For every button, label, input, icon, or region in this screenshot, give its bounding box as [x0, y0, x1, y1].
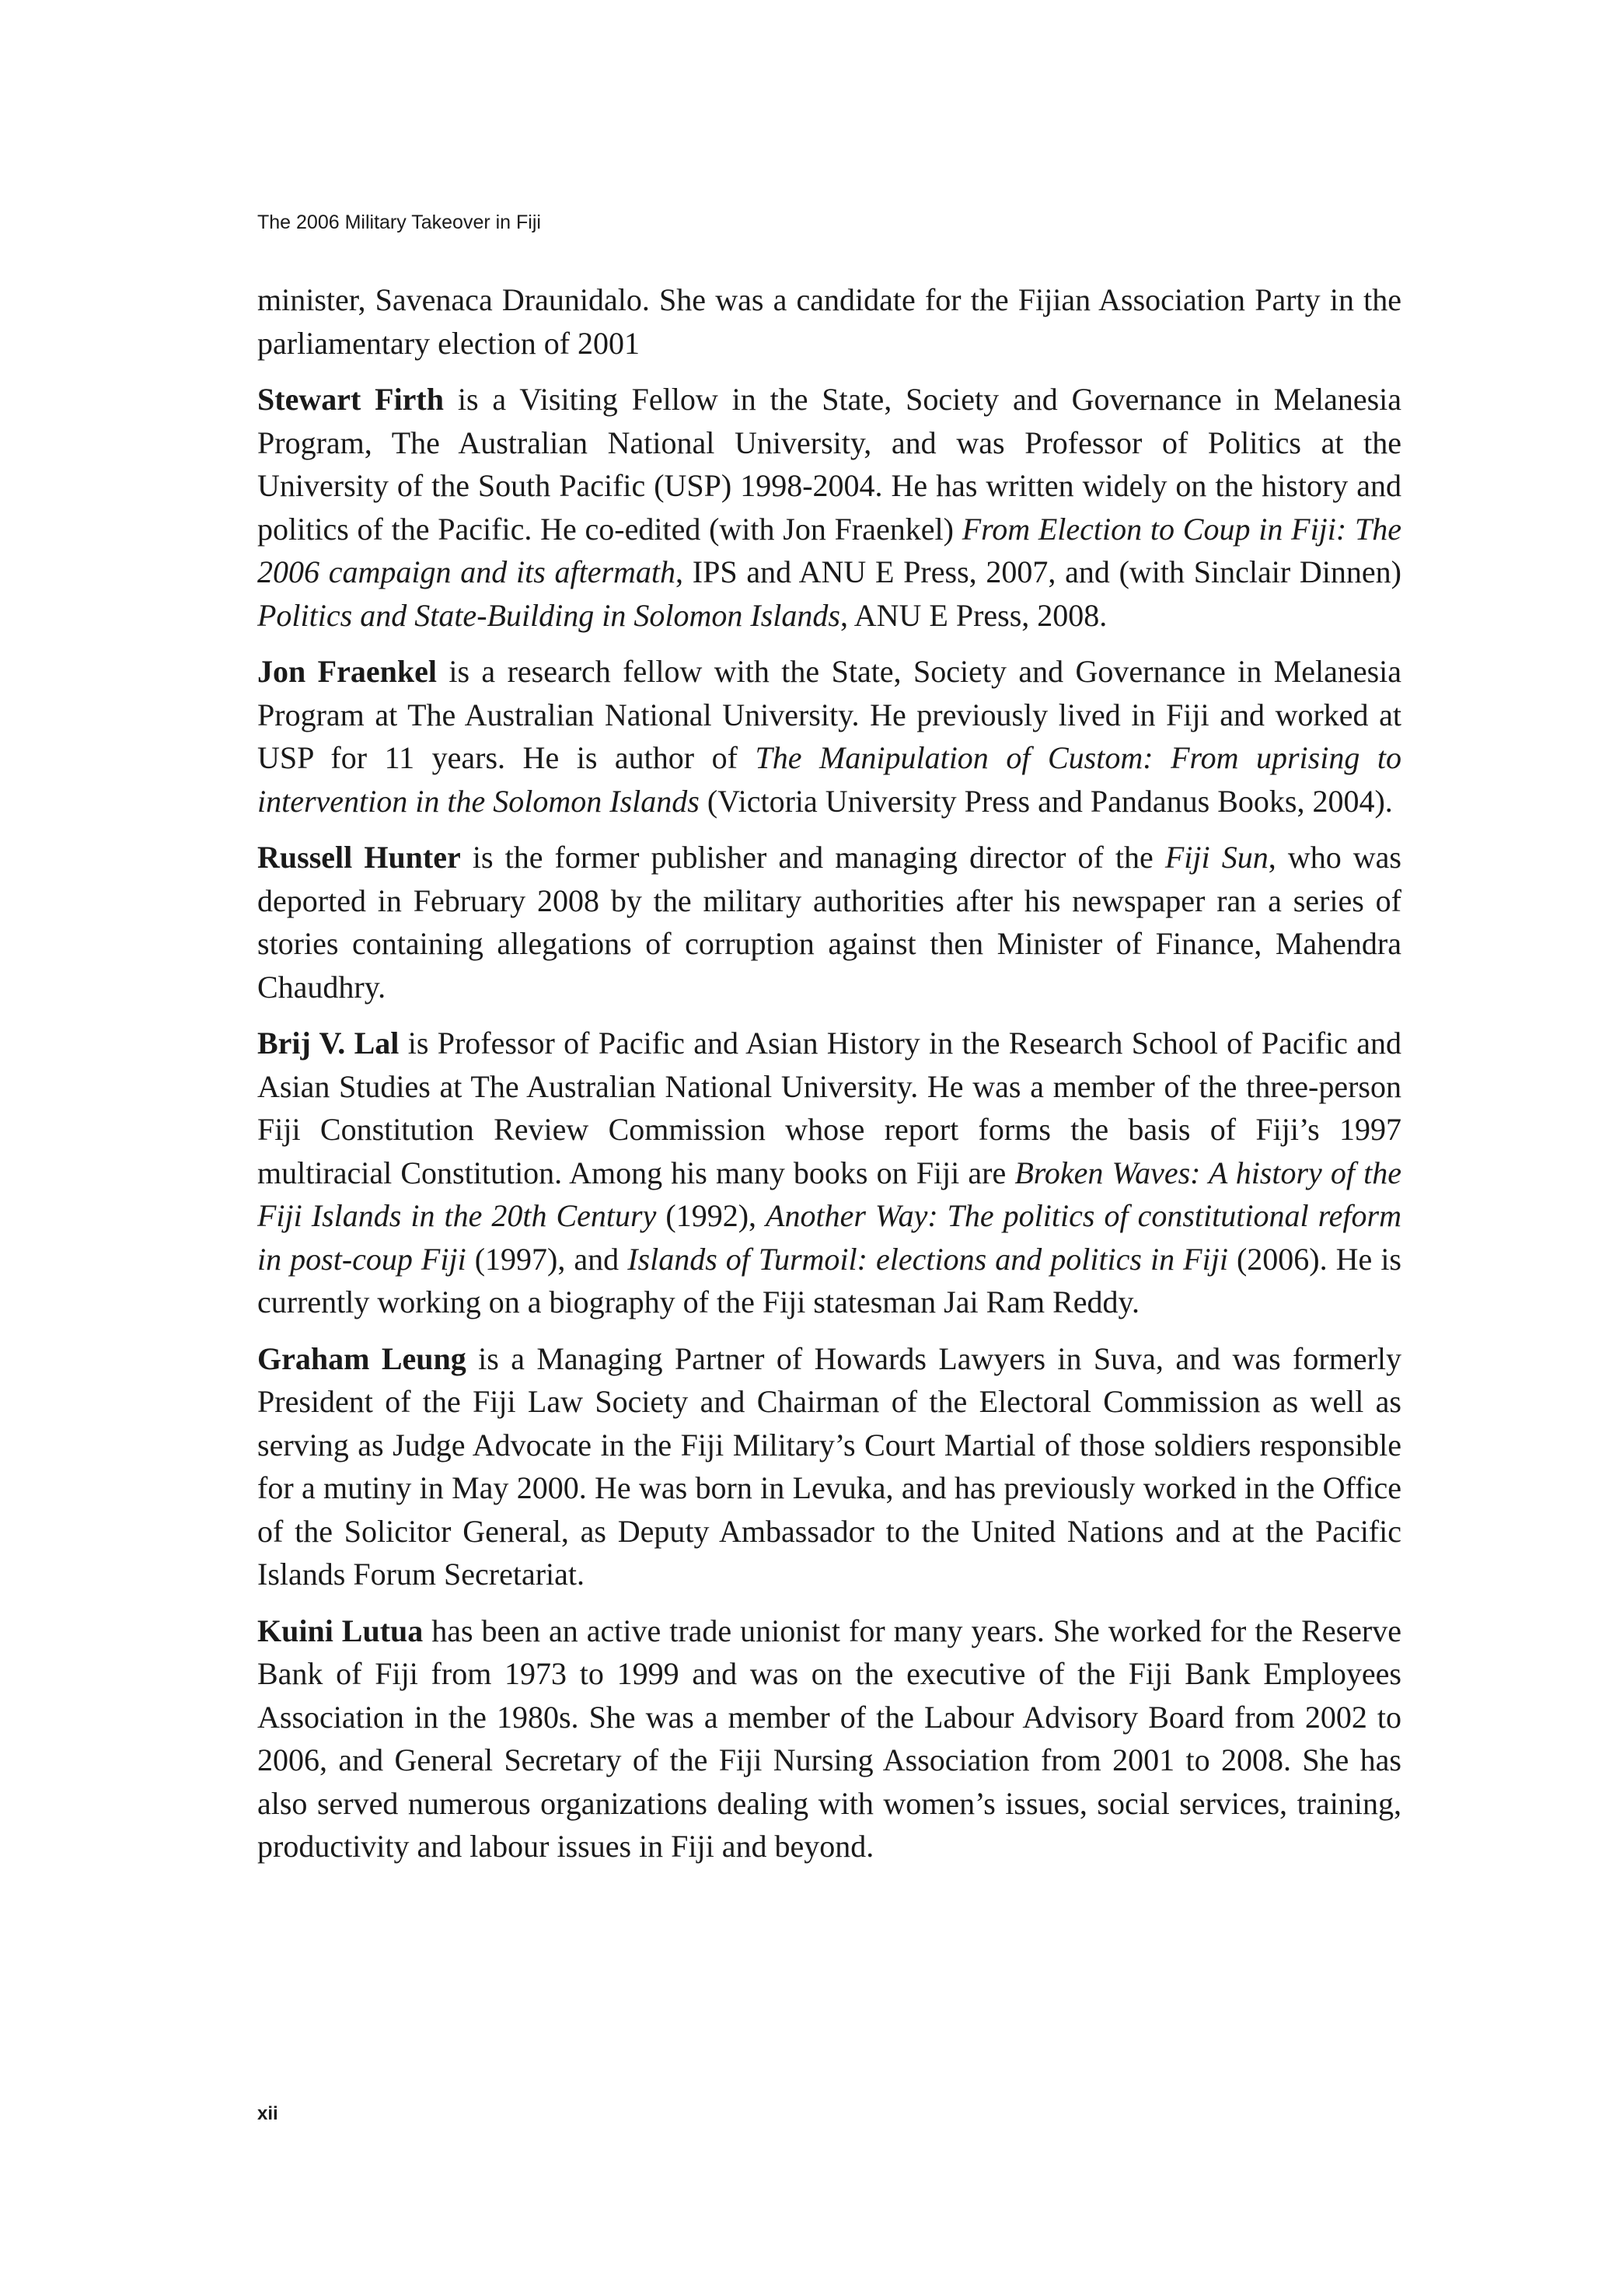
bio-text: has been an active trade unionist for many years. She worked for the Reserve Bank of Fiji from 1973 to 1999 and was on the executive of the Fiji Bank Employees Association in the 1980s. She was a member of the Labour Advisory Board from 2002 to 2006, and General Secretary of the Fiji Nursing Association from 2001 to 2008. She has also served numerous organizations dealing with women’s issues, social services, training, productivity and labour issues in Fiji and beyond.	[257, 1613, 1401, 1864]
work-title: Broken Waves: A history of the Fiji Islands in the 20th Century	[257, 1155, 1401, 1233]
work-title: Islands of Turmoil: elections and politics in Fiji	[627, 1241, 1228, 1277]
contributor-name: Kuini Lutua	[257, 1613, 424, 1648]
bio-text: , who was deported in February 2008 by the military authorities after his newspaper ran a series of stories containing allegations of corruption against then Minister of Finance, Mahendra Chaudhry.	[257, 840, 1401, 1005]
contributor-bio	[257, 1337, 1401, 1596]
work-title: The Manipulation of Custom: From uprising to intervention in the Solomon Islands	[257, 740, 1401, 819]
bio-text: is a research fellow with the State, Society and Governance in Melanesia Program at The Australian National University. He previously lived in Fiji and worked at USP for 11 years. He is author of	[257, 654, 1402, 775]
work-title: From Election to Coup in Fiji: The 2006 campaign and its aftermath	[257, 511, 1402, 589]
work-title: Another Way: The politics of constitutional reform in post-coup Fiji	[257, 1198, 1401, 1277]
contributor-bio	[257, 378, 1401, 637]
bio-text: is a Managing Partner of Howards Lawyers in Suva, and was formerly President of the Fiji Law Society and Chairman of the Electoral Commission as well as serving as Judge Advocate in the Fiji Military’s Court Martial of those soldiers responsible for a mutiny in May 2000. He was born in Levuka, and has previously worked in the Office of the Solicitor General, as Deputy Ambassador to the United Nations and at the Pacific Islands Forum Secretariat.	[257, 1340, 1402, 1592]
bio-text: minister, Savenaca Draunidalo. She was a candidate for the Fijian Association Party in the parliamentary election of 2001	[257, 282, 1401, 361]
contributor-name: Jon Fraenkel	[257, 654, 437, 689]
work-title: Politics and State-Building in Solomon Islands	[257, 597, 840, 633]
contributor-bio	[257, 1022, 1401, 1324]
work-title: Fiji Sun	[1164, 840, 1269, 875]
contributor-bio	[257, 836, 1401, 1008]
bio-text: (Victoria University Press and Pandanus Books, 2004).	[699, 783, 1393, 819]
contributor-name: Stewart Firth	[257, 382, 445, 417]
running-head: The 2006 Military Takeover in Fiji	[257, 211, 541, 233]
contributor-name: Graham Leung	[257, 1340, 466, 1376]
page-number: xii	[257, 2103, 278, 2124]
bio-text: (2006). He is currently working on a biography of the Fiji statesman Jai Ram Reddy.	[257, 1241, 1402, 1319]
contributor-bio	[257, 650, 1401, 823]
continued-paragraph	[257, 278, 1401, 365]
contributors-text	[257, 278, 1401, 1882]
bio-text: (1997), and	[466, 1241, 628, 1277]
bio-text: is the former publisher and managing director of the	[460, 840, 1165, 875]
bio-text: is a Visiting Fellow in the State, Society and Governance in Melanesia Program, The Australian National University, and was Professor of Politics at the University of the South Pacific (USP) 1998-2004. He has written widely on the history and politics of the Pacific. He co-edited (with Jon Fraenkel)	[257, 382, 1402, 547]
bio-text: , ANU E Press, 2008.	[839, 597, 1108, 633]
bio-text: (1992),	[656, 1198, 766, 1233]
contributor-name: Brij V. Lal	[257, 1026, 400, 1061]
bio-text: is Professor of Pacific and Asian History in the Research School of Pacific and Asian Studies at The Australian National University. He was a member of the three-person Fiji Constitution Review Commission whose report forms the basis of Fiji’s 1997 multiracial Constitution. Among his many books on Fiji are	[257, 1026, 1401, 1190]
bio-text: , IPS and ANU E Press, 2007, and (with Sinclair Dinnen)	[675, 554, 1401, 589]
contributor-bio	[257, 1609, 1401, 1868]
contributor-name: Russell Hunter	[257, 840, 461, 875]
